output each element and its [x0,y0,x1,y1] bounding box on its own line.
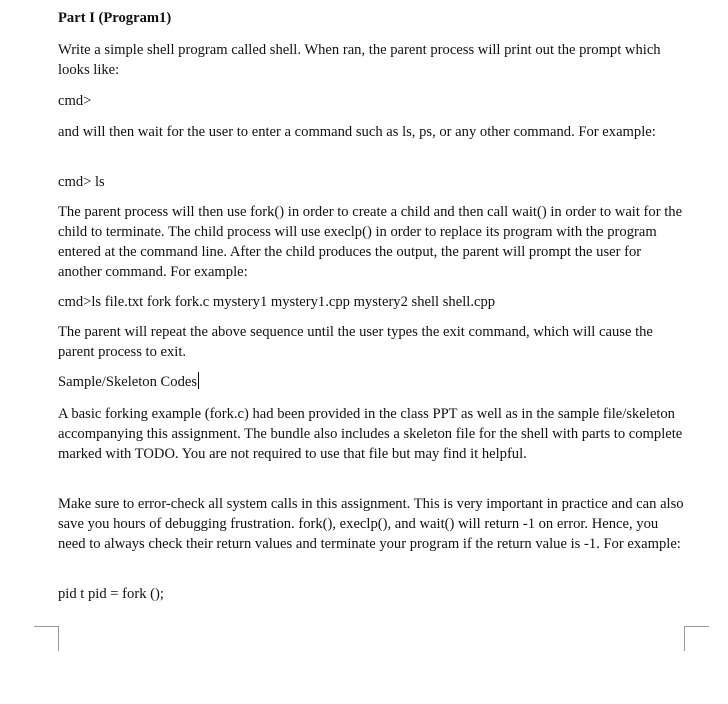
paragraph-errors[interactable]: Make sure to error-check all system calls in this assignment. This is very important in practice and can also save you hours of debugging frustration. fork(), execlp(), and wait() will return -1 on error. Hence, you need to always check their return values and terminate your program if the return value is -1. For example: [58,496,684,552]
paragraph-wait[interactable]: and will then wait for the user to enter a command such as ls, ps, or any other command. For example: [58,124,656,140]
page-margin-corner-right [684,626,709,651]
sample-heading-text: Sample/Skeleton Codes [58,374,198,390]
paragraph-intro[interactable]: Write a simple shell program called shell. When ran, the parent process will print out the prompt which looks like: [58,42,661,78]
paragraph-fork[interactable]: The parent process will then use fork() in order to create a child and then call wait() in order to wait for the child to terminate. The child process will use execlp() in order to replace its program with the program entered at the command line. After the child produces the output, the parent will prompt the user for another command. For example: [58,204,683,280]
page-margin-corner-left [34,626,59,651]
output-example[interactable]: cmd>ls file.txt fork fork.c mystery1 mystery1.cpp mystery2 shell shell.cpp [58,294,496,310]
paragraph-sample[interactable]: A basic forking example (fork.c) had been provided in the class PPT as well as in the sample file/skeleton accompanying this assignment. The bundle also includes a skeleton file for the shell with parts to complete marked with TODO. You are not required to use that file but may find it helpful. [58,406,683,462]
sample-heading[interactable] [58,372,686,392]
paragraph-repeat[interactable]: The parent will repeat the above sequence until the user types the exit command, which will cause the parent process to exit. [58,324,653,360]
code-example[interactable]: pid t pid = fork (); [58,586,164,602]
ls-example[interactable]: cmd> ls [58,174,105,190]
text-cursor [198,372,199,389]
prompt-example[interactable]: cmd> [58,93,92,109]
section-title: Part I (Program1) [58,10,172,26]
